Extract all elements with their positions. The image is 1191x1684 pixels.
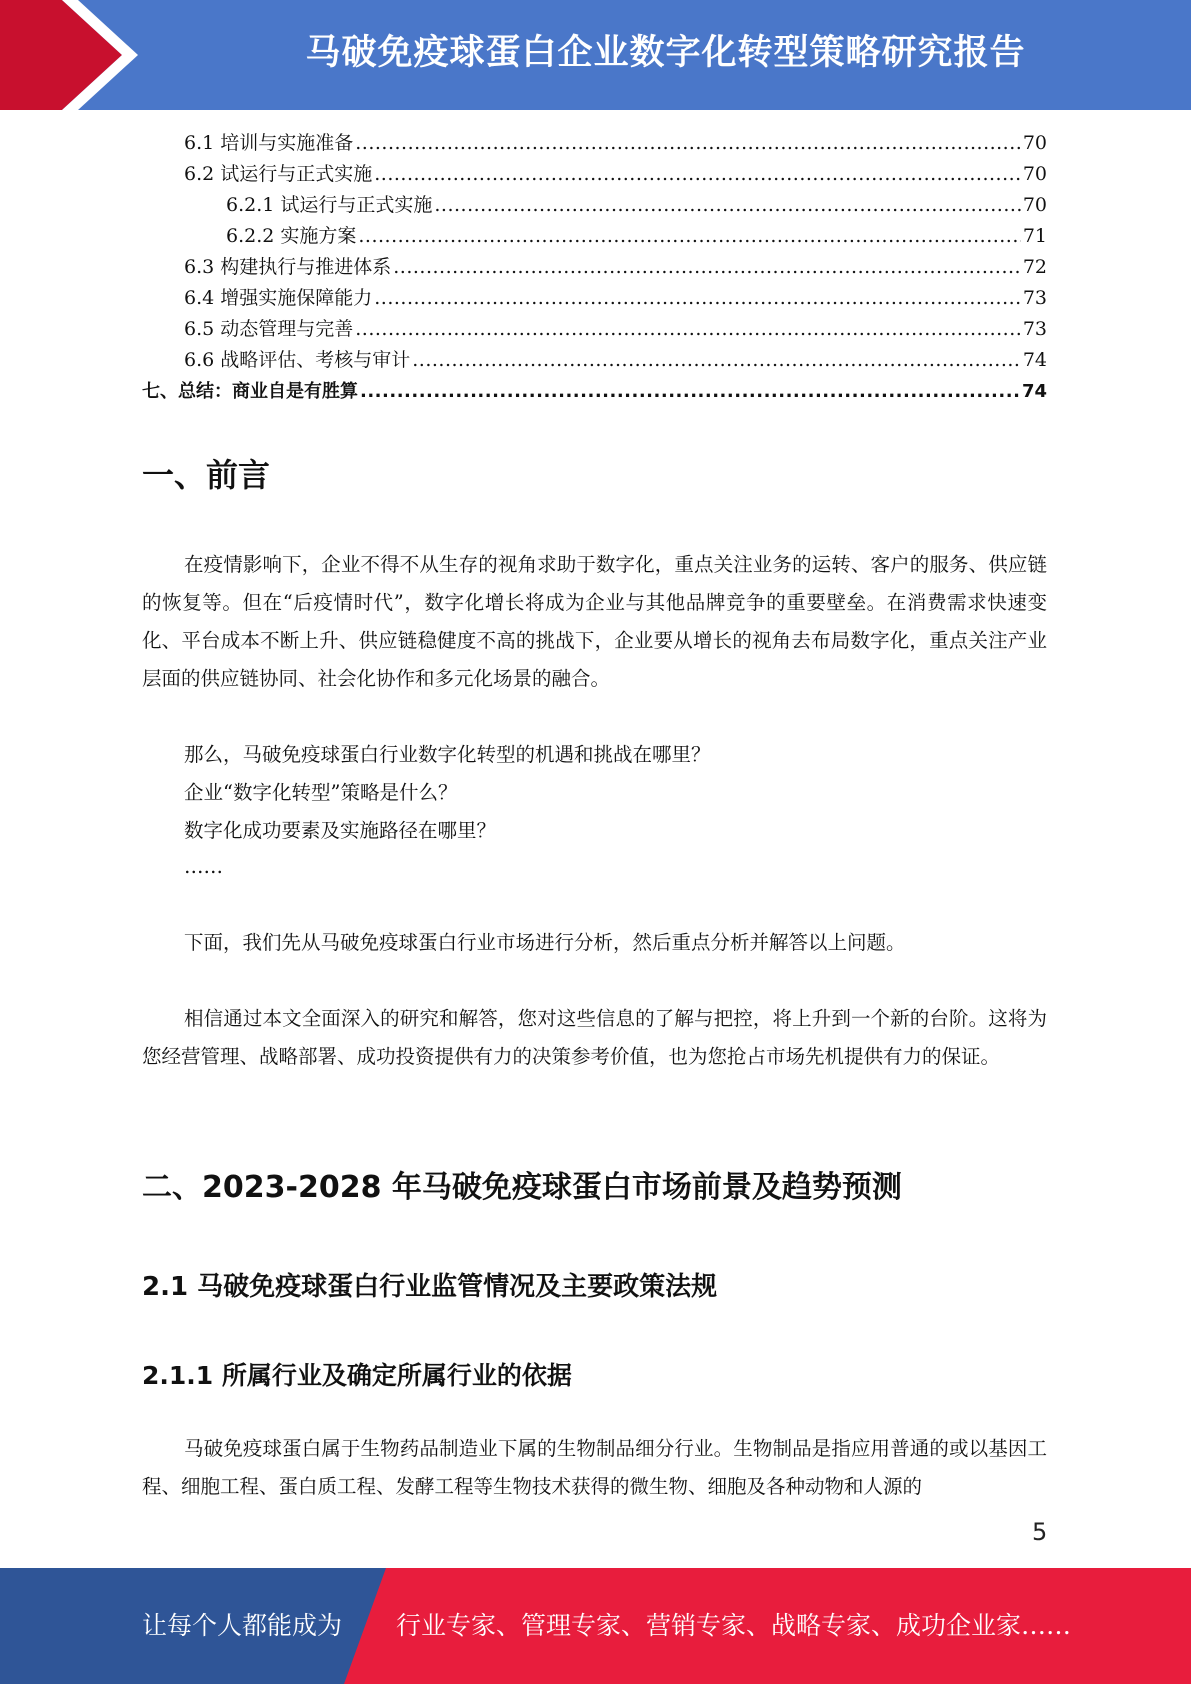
- toc-item[interactable]: [142, 159, 1047, 190]
- toc-item-label: 6.2 试运行与正式实施: [184, 163, 373, 185]
- toc-item-page: 70: [1022, 163, 1047, 185]
- toc-item-label: 6.2.2 实施方案: [226, 225, 357, 247]
- page-number: 5: [1032, 1518, 1048, 1546]
- toc-leader-dots: [358, 221, 1020, 252]
- subsection-heading-2-1-1: 2.1.1 所属行业及确定所属行业的依据: [142, 1361, 572, 1390]
- toc-item[interactable]: [142, 345, 1047, 376]
- toc-item-page: 71: [1022, 225, 1047, 247]
- toc-item-chapter[interactable]: [142, 376, 1047, 407]
- preface-paragraph-3: 相信通过本文全面深入的研究和解答，您对这些信息的了解与把控，将上升到一个新的台阶。这将为您经营管理、战略部署、成功投资提供有力的决策参考价值，也为您抢占市场先机提供有力的保证。: [142, 1007, 1047, 1068]
- toc-item[interactable]: [142, 190, 1047, 221]
- report-title: 马破免疫球蛋白企业数字化转型策略研究报告: [305, 33, 1026, 73]
- footer-slogan-left: 让每个人都能成为: [142, 1611, 343, 1640]
- toc-leader-dots: [412, 345, 1021, 376]
- toc-leader-dots: [434, 190, 1020, 221]
- preface-paragraph-2: 下面，我们先从马破免疫球蛋白行业市场进行分析，然后重点分析并解答以上问题。: [184, 931, 906, 954]
- page-footer: [0, 1568, 1191, 1684]
- page-header: [0, 0, 1191, 110]
- ellipsis-line: ……: [184, 855, 223, 878]
- toc-leader-dots: [393, 252, 1021, 283]
- question-line-1: 那么，马破免疫球蛋白行业数字化转型的机遇和挑战在哪里？: [184, 743, 711, 766]
- toc-item-label: 6.3 构建执行与推进体系: [184, 256, 392, 278]
- section-heading-market-outlook: 二、2023-2028 年马破免疫球蛋白市场前景及趋势预测: [142, 1170, 902, 1205]
- subsection-heading-2-1: 2.1 马破免疫球蛋白行业监管情况及主要政策法规: [142, 1272, 718, 1302]
- footer-slogan-right: 行业专家、管理专家、营销专家、战略专家、成功企业家……: [396, 1611, 1072, 1640]
- toc-item-label: 6.5 动态管理与完善: [184, 318, 354, 340]
- header-chevron-decoration: [0, 0, 140, 110]
- toc-item-page: 70: [1022, 132, 1047, 154]
- toc-item-page: 73: [1022, 287, 1047, 309]
- toc-item-page: 73: [1022, 318, 1047, 340]
- table-of-contents: [142, 128, 1047, 407]
- page-content: [142, 128, 1047, 1498]
- toc-leader-dots: [374, 159, 1021, 190]
- question-line-2: 企业“数字化转型”策略是什么？: [184, 781, 458, 804]
- toc-item-label: 七、总结：商业自是有胜算: [142, 381, 358, 402]
- toc-leader-dots: [355, 314, 1021, 345]
- question-line-3: 数字化成功要素及实施路径在哪里？: [184, 819, 497, 842]
- toc-item-label: 6.1 培训与实施准备: [184, 132, 354, 154]
- toc-item-page: 70: [1022, 194, 1047, 216]
- section-heading-preface: 一、前言: [142, 456, 271, 494]
- preface-paragraph-1: 在疫情影响下，企业不得不从生存的视角求助于数字化，重点关注业务的运转、客户的服务、供应链的恢复等。但在“后疫情时代”，数字化增长将成为企业与其他品牌竞争的重要壁垒。在消费需求快速变化、平台成本不断上升、供应链稳健度不高的挑战下，企业要从增长的视角去布局数字化，重点关注产业层面的供应链协同、社会化协作和多元化场景的融合。: [142, 553, 1047, 690]
- toc-item[interactable]: [142, 314, 1047, 345]
- toc-item-label: 6.2.1 试运行与正式实施: [226, 194, 433, 216]
- toc-leader-dots: [355, 128, 1021, 159]
- toc-item-page: 74: [1021, 381, 1047, 402]
- toc-item-label: 6.4 增强实施保障能力: [184, 287, 373, 309]
- toc-leader-dots: [360, 376, 1020, 407]
- toc-leader-dots: [374, 283, 1021, 314]
- toc-item[interactable]: [142, 252, 1047, 283]
- toc-item[interactable]: [142, 283, 1047, 314]
- toc-item-page: 74: [1022, 349, 1047, 371]
- toc-item[interactable]: [142, 221, 1047, 252]
- toc-item-page: 72: [1022, 256, 1047, 278]
- toc-item-label: 6.6 战略评估、考核与审计: [184, 349, 411, 371]
- toc-item[interactable]: [142, 128, 1047, 159]
- industry-paragraph: 马破免疫球蛋白属于生物药品制造业下属的生物制品细分行业。生物制品是指应用普通的或以基因工程、细胞工程、蛋白质工程、发酵工程等生物技术获得的微生物、细胞及各种动物和人源的: [142, 1437, 1047, 1498]
